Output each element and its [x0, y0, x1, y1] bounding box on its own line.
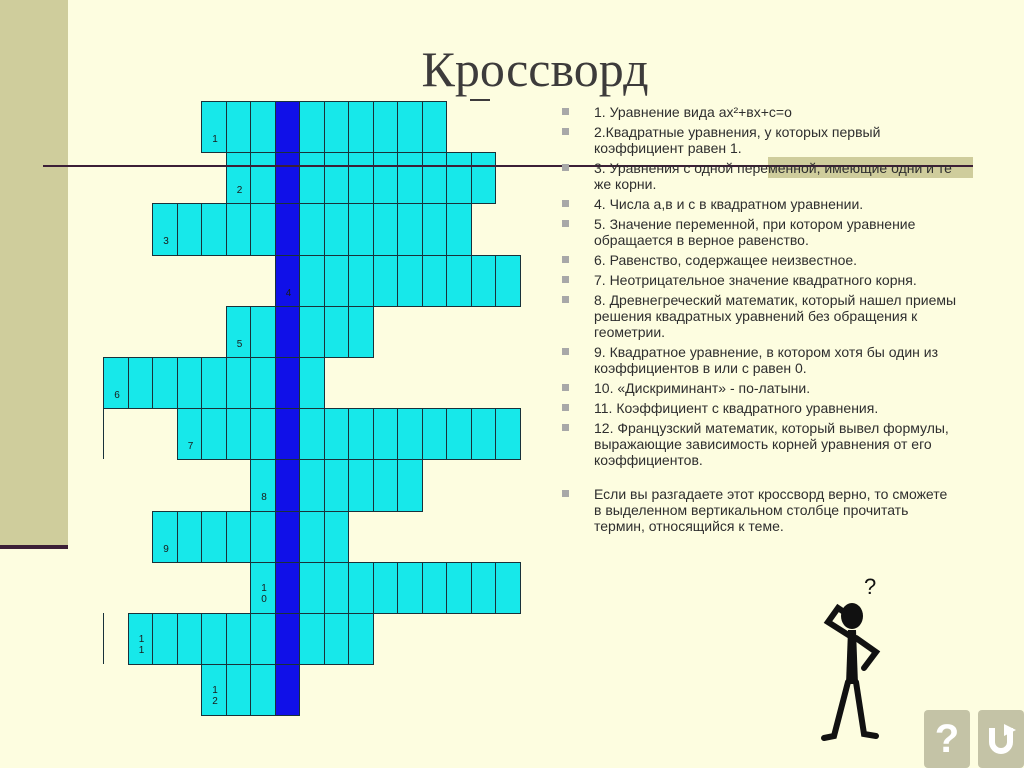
crossword-cell[interactable]	[324, 408, 350, 460]
crossword-cell[interactable]	[471, 562, 497, 614]
crossword-cell[interactable]	[324, 306, 350, 358]
crossword-cell[interactable]	[250, 357, 276, 409]
clue-item	[558, 380, 958, 396]
crossword-cell[interactable]	[275, 255, 301, 307]
crossword-cell[interactable]	[446, 408, 472, 460]
crossword-cell[interactable]	[275, 613, 301, 665]
arm-hip	[856, 638, 876, 668]
crossword-cell[interactable]	[373, 101, 399, 153]
crossword-cell[interactable]	[250, 613, 276, 665]
crossword-cell[interactable]	[373, 152, 399, 204]
clue-text: 11. Коэффициент с квадратного уравнения.	[594, 400, 879, 416]
clue-number: 5	[236, 338, 243, 350]
crossword-cell[interactable]	[250, 101, 276, 153]
crossword-cell[interactable]	[250, 459, 276, 511]
crossword-cell[interactable]	[299, 101, 325, 153]
clue-item	[558, 124, 958, 156]
crossword-cell[interactable]	[152, 613, 178, 665]
clue-item	[558, 292, 958, 340]
crossword-cell[interactable]	[422, 152, 448, 204]
help-icon: ?	[934, 716, 960, 761]
crossword-cell[interactable]	[446, 152, 472, 204]
crossword-cell[interactable]	[177, 203, 203, 255]
bullet-icon	[562, 296, 569, 303]
crossword-cell[interactable]	[250, 511, 276, 563]
crossword-cell[interactable]	[299, 203, 325, 255]
clue-number: 7	[187, 441, 194, 453]
crossword-cell[interactable]	[299, 152, 325, 204]
head	[841, 603, 863, 629]
thinking-man-figure	[812, 572, 892, 744]
clue-text: 4. Числа а,в и с в квадратном уравнении.	[594, 196, 864, 212]
crossword-cell[interactable]	[275, 459, 301, 511]
clue-number: 1 1	[138, 634, 145, 656]
clue-item	[558, 216, 958, 248]
help-button[interactable]	[924, 710, 970, 768]
clue-number: 1	[212, 134, 218, 145]
crossword-cell[interactable]	[471, 255, 497, 307]
crossword-cell[interactable]	[446, 562, 472, 614]
crossword-cell[interactable]	[275, 562, 301, 614]
clue-number: 4	[285, 287, 292, 299]
bullet-icon	[562, 276, 569, 283]
crossword-cell[interactable]	[226, 664, 252, 716]
final-note	[558, 486, 958, 534]
crossword-cell[interactable]	[373, 408, 399, 460]
crossword-cell[interactable]	[201, 613, 227, 665]
crossword-cell[interactable]	[397, 408, 423, 460]
crossword-cell[interactable]	[250, 664, 276, 716]
crossword-cell[interactable]	[201, 664, 227, 716]
clue-text: 8. Древнегреческий математик, который нашел приемы решения квадратных уравнений без обращения к геометрии.	[594, 292, 957, 340]
crossword-cell[interactable]	[299, 613, 325, 665]
leg-right	[856, 682, 876, 736]
clue-text: 7. Неотрицательное значение квадратного корня.	[594, 272, 917, 288]
crossword-cell[interactable]	[422, 255, 448, 307]
final-note-text: Если вы разгадаете этот кроссворд верно, то сможете в выделенном вертикальном столбце прочитать термин, относящийся к теме.	[594, 486, 948, 534]
crossword-cell[interactable]	[397, 101, 423, 153]
bullet-icon	[562, 348, 569, 355]
crossword-cell[interactable]	[177, 357, 203, 409]
crossword-cell[interactable]	[250, 152, 276, 204]
clue-text: 3. Уравнения с одной переменной, имеющие одни и те же корни.	[594, 160, 952, 192]
clue-item	[558, 160, 958, 192]
crossword-cell[interactable]	[226, 511, 252, 563]
crossword-cell[interactable]	[275, 511, 301, 563]
clue-number: 6	[114, 390, 120, 401]
crossword-cell[interactable]	[299, 357, 325, 409]
clue-text: 2.Квадратные уравнения, у которых первый коэффициент равен 1.	[594, 124, 881, 156]
crossword-cell[interactable]	[471, 152, 497, 204]
question-mark-icon: ?	[864, 574, 877, 599]
bullet-icon	[562, 164, 569, 171]
crossword-cell[interactable]	[348, 203, 374, 255]
crossword-cell[interactable]	[324, 459, 350, 511]
crossword-cell[interactable]	[471, 408, 497, 460]
crossword-cell[interactable]	[299, 306, 325, 358]
clue-item	[558, 252, 958, 268]
clue-item	[558, 420, 958, 468]
crossword-cell[interactable]	[226, 101, 252, 153]
clue-number: 2	[236, 185, 243, 197]
crossword-cell[interactable]	[373, 203, 399, 255]
crossword-cell[interactable]	[373, 459, 399, 511]
crossword-cell[interactable]	[299, 511, 325, 563]
bullet-icon	[562, 384, 569, 391]
crossword-cell[interactable]	[348, 101, 374, 153]
crossword-cell[interactable]	[152, 511, 178, 563]
bullet-icon	[562, 256, 569, 263]
crossword-cell[interactable]	[397, 203, 423, 255]
crossword-cell[interactable]	[128, 613, 154, 665]
crossword-cell[interactable]	[177, 511, 203, 563]
crossword-cell[interactable]	[397, 255, 423, 307]
bullet-icon	[562, 200, 569, 207]
clue-text: 1. Уравнение вида ax²+вх+с=о	[594, 104, 792, 120]
crossword-cell[interactable]	[275, 101, 301, 153]
clue-item	[558, 272, 958, 288]
crossword-cell[interactable]	[348, 152, 374, 204]
crossword-cell[interactable]	[324, 203, 350, 255]
crossword-cell[interactable]	[348, 408, 374, 460]
crossword-cell[interactable]	[397, 459, 423, 511]
crossword-cell[interactable]	[201, 511, 227, 563]
crossword-cell[interactable]	[201, 101, 227, 153]
crossword-cell[interactable]	[324, 255, 350, 307]
crossword-cell[interactable]	[324, 562, 350, 614]
clue-item	[558, 344, 958, 376]
crossword-cell[interactable]	[250, 562, 276, 614]
crossword-cell[interactable]	[177, 408, 203, 460]
crossword-cell[interactable]	[324, 101, 350, 153]
bullet-icon	[562, 220, 569, 227]
crossword-cell[interactable]	[495, 255, 521, 307]
clue-item	[558, 196, 958, 212]
clue-list	[558, 104, 958, 538]
clue-text: 12. Французский математик, который вывел формулы, выражающие зависимость корней уравнения от его коэффициентов.	[594, 420, 949, 468]
return-icon	[984, 722, 1018, 756]
crossword-cell[interactable]	[275, 306, 301, 358]
clue-item	[558, 104, 958, 120]
crossword-cell[interactable]	[348, 613, 374, 665]
crossword-cell[interactable]	[275, 408, 301, 460]
leg-left	[824, 682, 848, 738]
crossword-cell[interactable]	[128, 357, 154, 409]
crossword-cell[interactable]	[397, 152, 423, 204]
page-title: Кроссворд	[421, 41, 649, 97]
crossword-cell[interactable]	[250, 408, 276, 460]
crossword-cell[interactable]	[275, 357, 301, 409]
clue-number: 1 2	[212, 685, 218, 708]
clue-text: 10. «Дискриминант» - по-латыни.	[594, 380, 811, 396]
crossword-cell[interactable]	[250, 306, 276, 358]
crossword-cell[interactable]	[348, 459, 374, 511]
crossword-cell[interactable]	[226, 408, 252, 460]
bullet-icon	[562, 424, 569, 431]
crossword-cell[interactable]	[226, 357, 252, 409]
crossword-cell[interactable]	[324, 152, 350, 204]
grid-line-fragment	[103, 613, 104, 664]
bullet-icon	[562, 490, 569, 497]
crossword-cell[interactable]	[324, 511, 350, 563]
crossword-cell[interactable]	[177, 613, 203, 665]
crossword-cell[interactable]	[152, 357, 178, 409]
return-button[interactable]	[978, 710, 1024, 768]
crossword-cell[interactable]	[226, 203, 252, 255]
crossword-cell[interactable]	[299, 255, 325, 307]
crossword-cell[interactable]	[348, 255, 374, 307]
crossword-cell[interactable]	[226, 613, 252, 665]
clue-number: 3	[163, 236, 169, 248]
crossword-cell[interactable]	[201, 408, 227, 460]
crossword-cell[interactable]	[373, 562, 399, 614]
clue-number: 8	[261, 492, 267, 504]
crossword-cell[interactable]	[446, 255, 472, 307]
crossword-cell[interactable]	[299, 408, 325, 460]
crossword-cell[interactable]	[373, 255, 399, 307]
crossword-cell[interactable]	[422, 203, 448, 255]
crossword-cell[interactable]	[397, 562, 423, 614]
clue-item	[558, 400, 958, 416]
crossword-cell[interactable]	[201, 203, 227, 255]
crossword-cell[interactable]	[299, 459, 325, 511]
crossword-cell[interactable]	[422, 101, 448, 153]
crossword-cell[interactable]	[226, 152, 252, 204]
crossword-cell[interactable]	[275, 664, 301, 716]
crossword-cell[interactable]	[103, 357, 129, 409]
bullet-icon	[562, 128, 569, 135]
clue-number: 9	[163, 543, 169, 555]
crossword-cell[interactable]	[201, 357, 227, 409]
crossword-cell[interactable]	[348, 306, 374, 358]
crossword-cell[interactable]	[275, 152, 301, 204]
clue-number: 1 0	[261, 582, 267, 605]
bullet-icon	[562, 404, 569, 411]
clue-text: 6. Равенство, содержащее неизвестное.	[594, 252, 858, 268]
grid-line-fragment	[103, 408, 104, 459]
bullet-icon	[562, 108, 569, 115]
clue-text: 5. Значение переменной, при котором уравнение обращается в верное равенство.	[594, 216, 916, 248]
crossword-cell[interactable]	[324, 613, 350, 665]
crossword-cell[interactable]	[495, 408, 521, 460]
crossword-cell[interactable]	[495, 562, 521, 614]
crossword-cell[interactable]	[250, 203, 276, 255]
crossword-cell[interactable]	[422, 408, 448, 460]
clue-text: 9. Квадратное уравнение, в котором хотя бы один из коэффициентов в или с равен 0.	[594, 344, 939, 376]
crossword-cell[interactable]	[422, 562, 448, 614]
crossword-cell[interactable]	[348, 562, 374, 614]
crossword-cell[interactable]	[275, 203, 301, 255]
crossword-cell[interactable]	[446, 203, 472, 255]
crossword-cell[interactable]	[226, 306, 252, 358]
crossword-cell[interactable]	[299, 562, 325, 614]
crossword-cell[interactable]	[152, 203, 178, 255]
